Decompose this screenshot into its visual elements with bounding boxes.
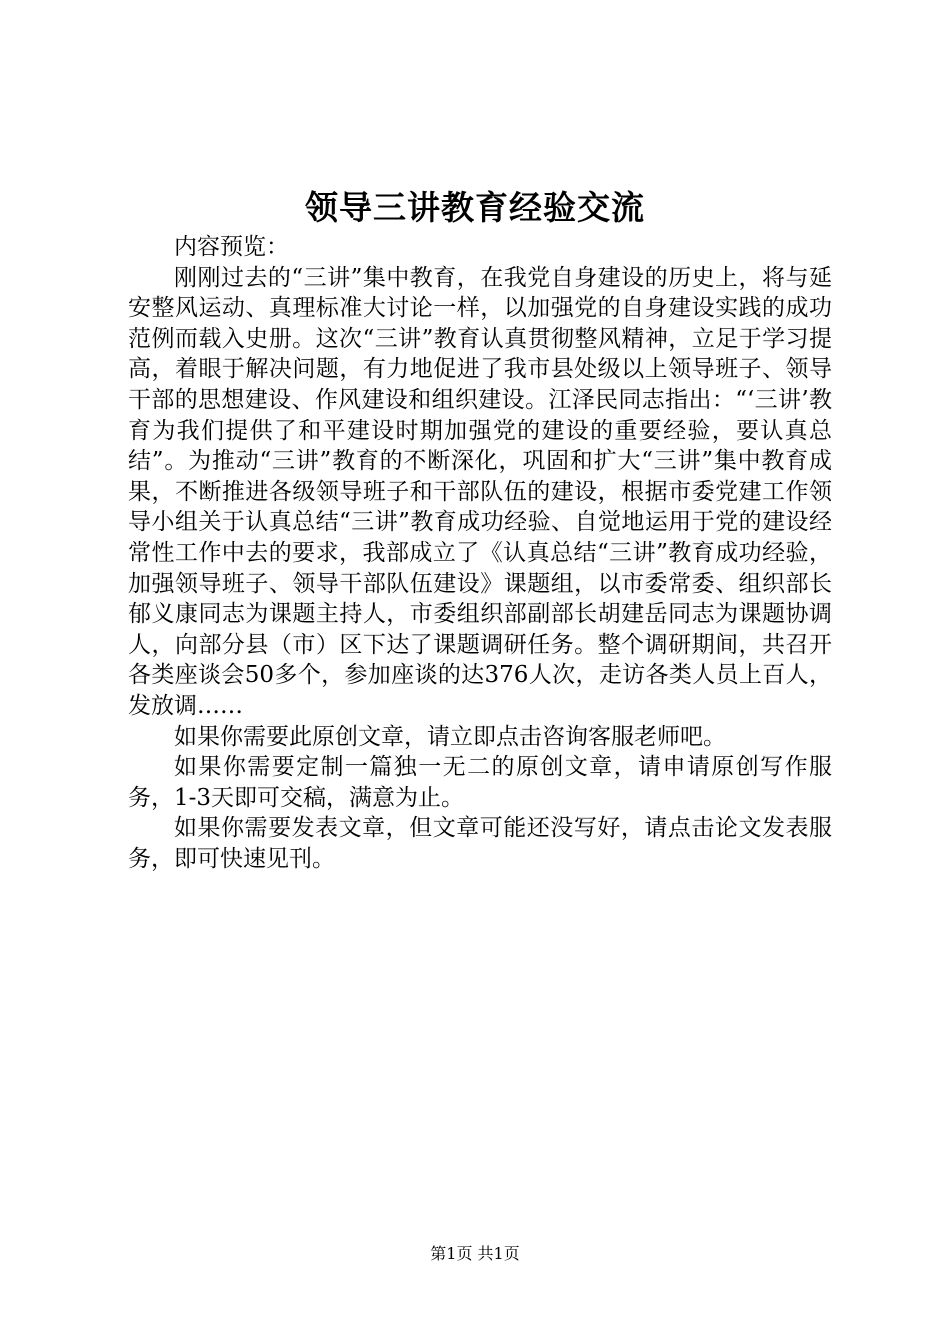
- paragraph-consult: 如果你需要此原创文章，请立即点击咨询客服老师吧。: [174, 723, 726, 750]
- paragraph-main: 刚刚过去的“三讲”集中教育，在我党自身建设的历史上，将与延安整风运动、真理标准大讨论一样，以加强党的自身建设实践的成功范例而载入史册。这次“三讲”教育认真贯彻整风精神，立足于学习提高，着眼于解决问题，有力地促进了我市县处级以上领导班子、领导干部的思想建设、作风建设和组织建设。江泽民同志指出：“‘三讲’教育为我们提供了和平建设时期加强党的建设的重要经验，要认真总结”。为推动“三讲”教育的不断深化，巩固和扩大“三讲”集中教育成果，不断推进各级领导班子和干部队伍的建设，根据市委党建工作领导小组关于认真总结“三讲”教育成功经验、自觉地运用于党的建设经常性工作中去的要求，我部成立了《认真总结“三讲”教育成功经验，加强领导班子、领导干部队伍建设》课题组，以市委常委、组织部长郁义康同志为课题主持人，市委组织部副部长胡建岳同志为课题协调人，向部分县（市）区下达了课题调研任务。整个调研期间，共召开各类座谈会50多个，参加座谈的达376人次，走访各类人员上百人，发放调……: [128, 264, 832, 719]
- document-title: 领导三讲教育经验交流: [305, 188, 645, 227]
- paragraph-custom-writing: 如果你需要定制一篇独一无二的原创文章，请申请原创写作服务，1-3天即可交稿，满意为止。: [128, 754, 832, 811]
- page-footer: 第1页 共1页: [430, 1244, 520, 1263]
- preview-label: 内容预览：: [174, 234, 289, 260]
- paragraph-publishing: 如果你需要发表文章，但文章可能还没写好，请点击论文发表服务，即可快速见刊。: [128, 815, 832, 872]
- document-body: [128, 232, 832, 874]
